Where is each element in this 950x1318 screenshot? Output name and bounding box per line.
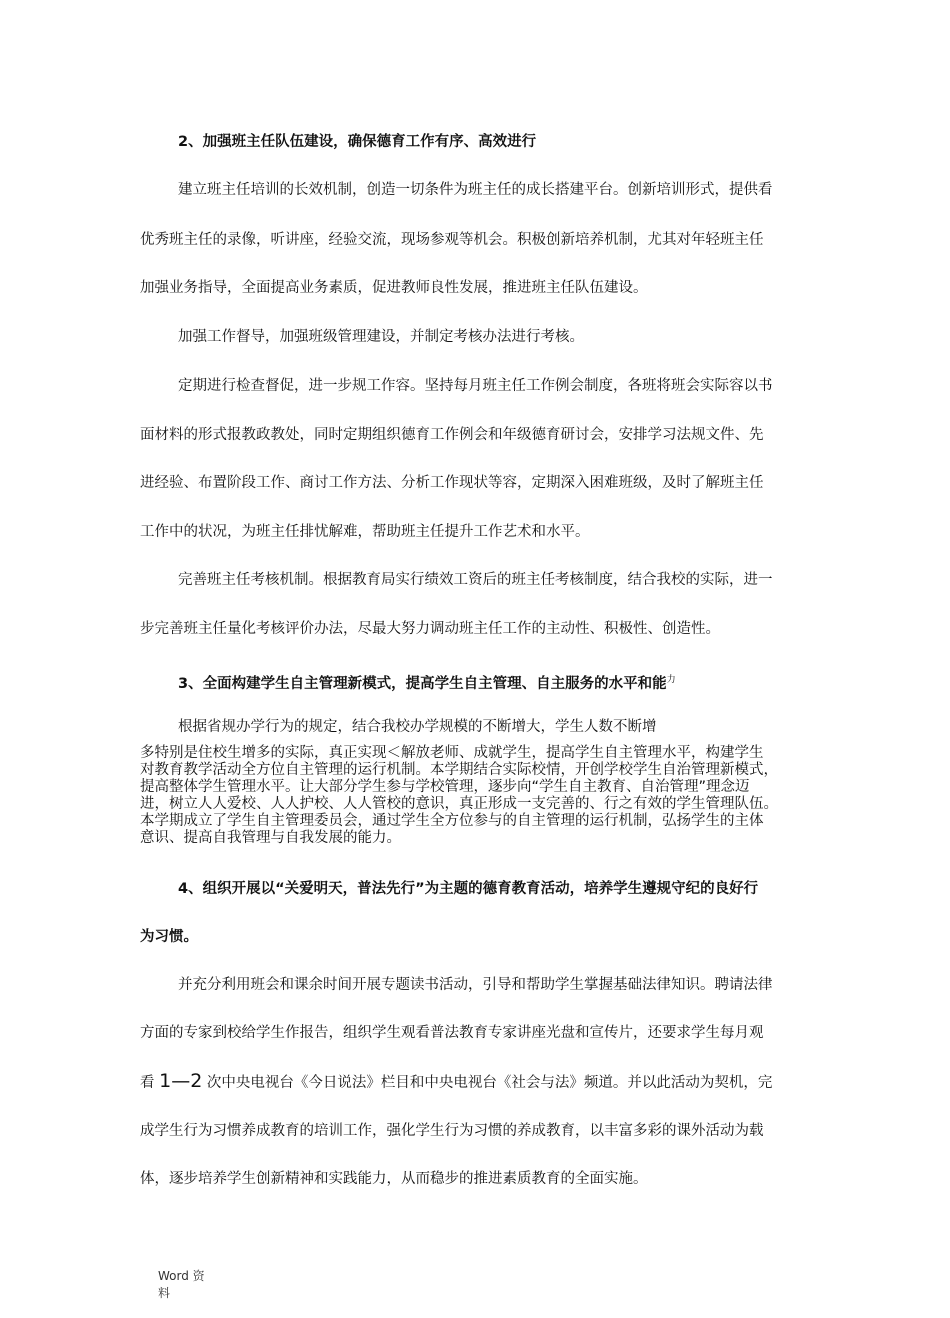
paragraph-line: 建立班主任培训的长效机制，创造一切条件为班主任的成长搭建平台。创新培训形式，提供看 [178, 182, 773, 198]
footer-label-cont: 料 [158, 1286, 171, 1300]
section-3-heading-tail: 力 [666, 675, 676, 685]
section-4-heading-cont: 为习惯。 [140, 929, 198, 945]
dense-paragraph [140, 745, 830, 847]
paragraph-line: 成学生行为习惯养成教育的培训工作，强化学生行为习惯的养成教育，以丰富多彩的课外活动为载 [140, 1123, 764, 1139]
paragraph-line: 并充分利用班会和课余时间开展专题读书活动，引导和帮助学生掌握基础法律知识。聘请法律 [178, 977, 773, 993]
section-3-heading-text: 3、全面构建学生自主管理新模式，提高学生自主管理、自主服务的水平和能 [178, 675, 667, 692]
paragraph-line: 加强业务指导，全面提高业务素质，促进教师良性发展，推进班主任队伍建设。 [140, 280, 648, 296]
dense-line: 对教育教学活动全方位自主管理的运行机制。本学期结合实际校情，开创学校学生自治管理新模式， [140, 762, 778, 778]
paragraph-line: 优秀班主任的录像，听讲座，经验交流，现场参观等机会。积极创新培养机制，尤其对年轻班主任 [140, 232, 764, 248]
dense-line: 本学期成立了学生自主管理委员会，通过学生全方位参与的自主管理的运行机制，弘扬学生的主体 [140, 813, 764, 829]
section-2-heading: 2、加强班主任队伍建设，确保德育工作有序、高效进行 [178, 134, 537, 150]
paragraph-line: 加强工作督导，加强班级管理建设，并制定考核办法进行考核。 [178, 329, 584, 345]
paragraph-line: 方面的专家到校给学生作报告，组织学生观看普法教育专家讲座光盘和宣传片，还要求学生每月观 [140, 1025, 764, 1041]
paragraph-line: 步完善班主任量化考核评价办法，尽最大努力调动班主任工作的主动性、积极性、创造性。 [140, 621, 720, 637]
section-3-heading [178, 670, 676, 694]
dense-line: 多特别是住校生增多的实际，真正实现＜解放老师、成就学生，提高学生自主管理水平，构建学生 [140, 745, 764, 761]
footer-label: Word 资 [158, 1269, 205, 1283]
paragraph-line: 根据省规办学行为的规定，结合我校办学规模的不断增大，学生人数不断增 [178, 719, 657, 735]
line-prefix: 看 [140, 1075, 155, 1091]
dense-line: 进，树立人人爱校、人人护校、人人管校的意识，真正形成一支完善的、行之有效的学生管理队伍。 [140, 796, 778, 812]
range-number: 1—2 [159, 1070, 203, 1092]
dense-line: 意识、提高自我管理与自我发展的能力。 [140, 830, 401, 846]
paragraph-line: 工作中的状况，为班主任排忧解难，帮助班主任提升工作艺术和水平。 [140, 524, 590, 540]
paragraph-line: 完善班主任考核机制。根据教育局实行绩效工资后的班主任考核制度，结合我校的实际，进一 [178, 572, 773, 588]
paragraph-line: 进经验、布置阶段工作、商讨工作方法、分析工作现状等容，定期深入困难班级，及时了解班主任 [140, 475, 764, 491]
paragraph-line: 定期进行检查督促，进一步规工作容。坚持每月班主任工作例会制度，各班将班会实际容以书 [178, 378, 773, 394]
paragraph-line [140, 1071, 772, 1093]
paragraph-line: 体，逐步培养学生创新精神和实践能力，从而稳步的推进素质教育的全面实施。 [140, 1171, 648, 1187]
section-4-heading: 4、组织开展以“关爱明天，普法先行”为主题的德育教育活动，培养学生遵规守纪的良好行 [178, 881, 759, 897]
line-rest: 次中央电视台《今日说法》栏目和中央电视台《社会与法》频道。并以此活动为契机，完 [206, 1075, 773, 1091]
dense-line: 提高整体学生管理水平。让大部分学生参与学校管理，逐步向“学生自主教育、自治管理”理念迈 [140, 779, 750, 795]
paragraph-line: 面材料的形式报教政教处，同时定期组织德育工作例会和年级德育研讨会，安排学习法规文件、先 [140, 427, 764, 443]
